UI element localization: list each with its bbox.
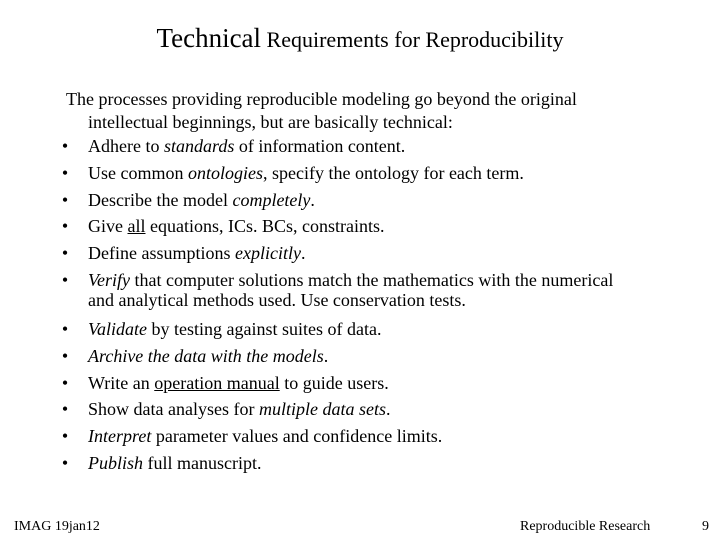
item-emphasis: Publish: [88, 452, 144, 473]
item-emphasis: multiple data sets: [258, 399, 386, 420]
footer-title: Reproducible Research: [520, 519, 651, 534]
bullet-icon: •: [61, 216, 69, 237]
item-text: by testing against suites of data.: [147, 318, 382, 339]
item-text: Give: [88, 216, 128, 237]
list-item: [58, 396, 708, 423]
item-text: Adhere to: [88, 136, 164, 156]
page-number: 9: [702, 519, 709, 534]
bullet-icon: •: [61, 372, 69, 393]
item-emphasis: Interpret: [88, 426, 152, 447]
item-text: .: [300, 243, 306, 264]
bullet-icon: •: [61, 269, 69, 290]
list-item: [58, 423, 708, 450]
list-item: [58, 187, 708, 214]
footer-date: IMAG 19jan12: [14, 519, 100, 534]
bullet-icon: •: [61, 426, 69, 447]
list-item: [58, 240, 708, 267]
bullet-icon: •: [61, 136, 69, 156]
item-text: equations, ICs. BCs, constraints.: [145, 216, 385, 237]
item-text: .: [310, 189, 315, 210]
item-text: of information content.: [234, 136, 406, 156]
item-text: , specify the ontology for each term.: [262, 162, 524, 183]
item-emphasis: Archive the data with the models: [88, 345, 324, 366]
requirements-list: [58, 133, 708, 477]
list-item: [58, 133, 708, 160]
item-emphasis: completely: [232, 189, 311, 210]
list-item: [58, 316, 708, 343]
bullet-icon: •: [61, 162, 69, 183]
item-text: parameter values and confidence limits.: [151, 426, 443, 447]
item-text: full manuscript.: [143, 452, 262, 473]
bullet-icon: •: [61, 189, 69, 210]
title-part-2: Requirements for Reproducibility: [261, 27, 564, 52]
item-continuation: and analytical methods used. Use conservation tests.: [88, 289, 466, 310]
item-emphasis: standards: [163, 136, 235, 156]
bullet-icon: •: [61, 452, 69, 473]
item-emphasis: all: [127, 216, 146, 237]
item-emphasis: Verify: [88, 269, 130, 290]
item-text: Use common: [88, 162, 188, 183]
item-emphasis: Validate: [88, 318, 147, 339]
bullet-icon: •: [61, 243, 69, 264]
slide-title: [0, 20, 720, 61]
list-item: [58, 343, 708, 370]
item-text: to guide users.: [279, 372, 389, 393]
list-item: [58, 213, 708, 240]
item-text: Describe the model: [88, 189, 233, 210]
item-text: .: [385, 399, 391, 420]
bullet-icon: •: [61, 318, 69, 339]
item-text: Write an: [88, 372, 155, 393]
item-emphasis: operation manual: [154, 372, 280, 393]
item-emphasis: explicitly: [234, 243, 301, 264]
intro-line-2: intellectual beginnings, but are basically technical:: [88, 112, 453, 132]
bullet-icon: •: [61, 345, 69, 366]
list-item: [58, 450, 708, 477]
title-part-1: Technical: [156, 23, 262, 53]
item-text: Show data analyses for: [88, 399, 259, 420]
bullet-icon: •: [61, 399, 69, 420]
item-text: Define assumptions: [88, 243, 235, 264]
list-item: [58, 160, 708, 187]
item-text: that computer solutions match the mathematics with the numerical: [130, 269, 614, 290]
item-emphasis: ontologies: [187, 162, 263, 183]
item-text: .: [323, 345, 329, 366]
intro-line-1: The processes providing reproducible modeling go beyond the original: [66, 89, 577, 109]
list-item: [58, 267, 708, 316]
intro-paragraph: [66, 88, 706, 134]
list-item: [58, 370, 708, 397]
